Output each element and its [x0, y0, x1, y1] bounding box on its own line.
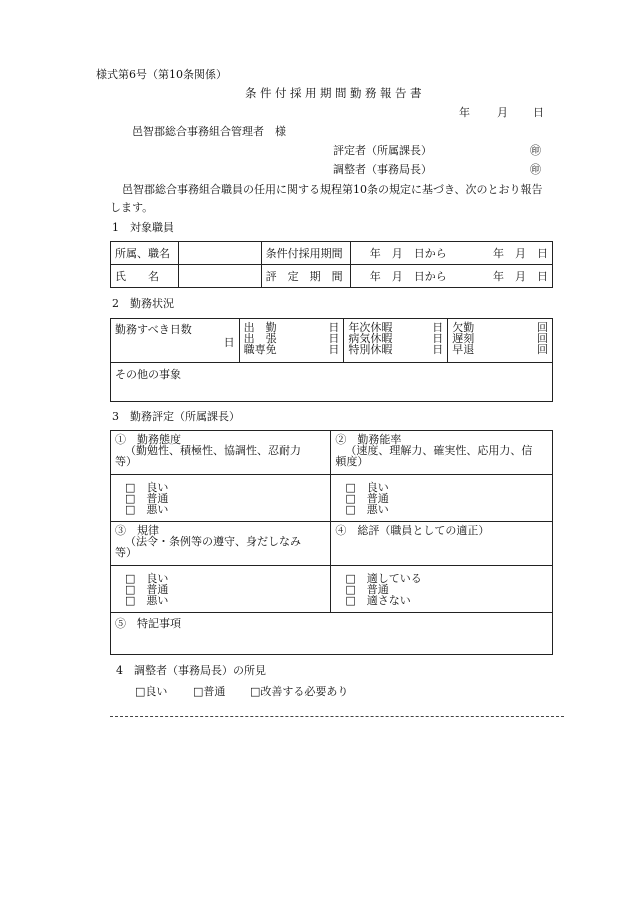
- evaluation-table: [110, 430, 553, 655]
- overall-option-normal[interactable]: □ 普通: [345, 583, 389, 596]
- discipline-option-good[interactable]: □ 良い: [125, 572, 169, 585]
- attitude-desc: （勤勉性、積極性、協調性、忍耐力: [125, 444, 301, 457]
- overall-option-unsuitable[interactable]: □ 適さない: [345, 594, 411, 607]
- name-label: 氏 名: [111, 265, 179, 288]
- discipline-option-normal[interactable]: □ 普通: [125, 583, 169, 596]
- coordinator-seal-mark: ㊞: [530, 163, 541, 176]
- evaluation-from[interactable]: 年 月 日から: [351, 265, 451, 288]
- intro-line-1: 邑智郡総合事務組合職員の任用に関する規程第10条の規定に基づき、次のとおり報告: [122, 183, 543, 196]
- special-leave-row[interactable]: 特別休暇 日: [348, 343, 444, 356]
- page-title: 条件付採用期間勤務報告書: [245, 86, 425, 100]
- attitude-option-normal[interactable]: □ 普通: [125, 492, 169, 505]
- annual-leave-row[interactable]: 年次休暇 日: [348, 321, 444, 334]
- coordinator-option-improve[interactable]: □改善する必要あり: [250, 685, 349, 698]
- discipline-desc: （法令・条例等の遵守、身だしなみ: [125, 535, 301, 548]
- section4-heading: 4 調整者（事務局長）の所見: [116, 664, 266, 677]
- attitude-desc-end: 等）: [115, 455, 137, 468]
- attitude-title: ① 勤務態度: [115, 433, 181, 446]
- form-number: 様式第6号（第10条関係）: [96, 68, 227, 81]
- efficiency-option-normal[interactable]: □ 普通: [345, 492, 389, 505]
- date-day: 日: [533, 106, 544, 119]
- coordinator-option-good[interactable]: □良い: [135, 685, 168, 698]
- efficiency-option-good[interactable]: □ 良い: [345, 481, 389, 494]
- probation-to[interactable]: 年 月 日: [451, 242, 553, 265]
- special-notes-cell[interactable]: [111, 613, 553, 655]
- probation-from[interactable]: 年 月 日から: [351, 242, 451, 265]
- date-month: 月: [497, 106, 508, 119]
- addressee: 邑智郡総合事務組合管理者 様: [132, 125, 286, 138]
- work-status-table: [110, 318, 553, 402]
- cut-line-divider: [110, 716, 564, 717]
- section3-heading: 3 勤務評定（所属課長）: [112, 410, 240, 423]
- intro-line-2: します。: [110, 201, 154, 214]
- efficiency-title: ② 勤務能率: [335, 433, 402, 446]
- dept-title-label: 所属、職名: [111, 242, 179, 265]
- special-notes-label: ⑤ 特記事項: [115, 617, 181, 630]
- business-trip-row[interactable]: 出 張 日: [243, 332, 340, 345]
- discipline-option-bad[interactable]: □ 悪い: [125, 594, 169, 607]
- early-leave-row[interactable]: 早退 回: [452, 343, 548, 356]
- workdays-label: 勤務すべき日数: [115, 323, 192, 336]
- attendance-row[interactable]: 出 勤 日: [243, 321, 340, 334]
- evaluator-label: 評定者（所属課長）: [333, 144, 432, 157]
- attitude-option-good[interactable]: □ 良い: [125, 481, 169, 494]
- dept-title-value[interactable]: [178, 242, 261, 265]
- duty-exemption-row[interactable]: 職専免 日: [243, 343, 340, 356]
- name-value[interactable]: [178, 265, 261, 288]
- efficiency-desc: （速度、理解力、確実性、応用力、信: [345, 444, 533, 457]
- discipline-title: ③ 規律: [115, 524, 159, 537]
- absence-row[interactable]: 欠勤 回: [452, 321, 548, 334]
- coordinator-label: 調整者（事務局長）: [333, 163, 432, 176]
- evaluation-to[interactable]: 年 月 日: [451, 265, 553, 288]
- date-year: 年: [459, 106, 470, 119]
- overall-option-suitable[interactable]: □ 適している: [345, 572, 422, 585]
- workdays-unit: 日: [223, 336, 235, 349]
- efficiency-desc-end: 頼度）: [335, 455, 369, 468]
- late-row[interactable]: 遅刻 回: [452, 332, 548, 345]
- sick-leave-row[interactable]: 病気休暇 日: [348, 332, 444, 345]
- other-events-cell[interactable]: [111, 363, 553, 402]
- overall-title: ④ 総評（職員としての適正）: [335, 524, 490, 537]
- probation-period-label: 条件付採用期間: [261, 242, 351, 265]
- coordinator-option-normal[interactable]: □普通: [193, 685, 226, 698]
- attitude-option-bad[interactable]: □ 悪い: [125, 503, 169, 516]
- target-employee-table: [110, 241, 553, 288]
- section1-heading: 1 対象職員: [112, 221, 174, 234]
- evaluator-seal-mark: ㊞: [530, 144, 541, 157]
- section2-heading: 2 勤務状況: [112, 297, 174, 310]
- discipline-desc-end: 等）: [115, 546, 137, 559]
- other-events-label: その他の事象: [115, 368, 181, 381]
- evaluation-period-label: 評 定 期 間: [261, 265, 351, 288]
- efficiency-option-bad[interactable]: □ 悪い: [345, 503, 389, 516]
